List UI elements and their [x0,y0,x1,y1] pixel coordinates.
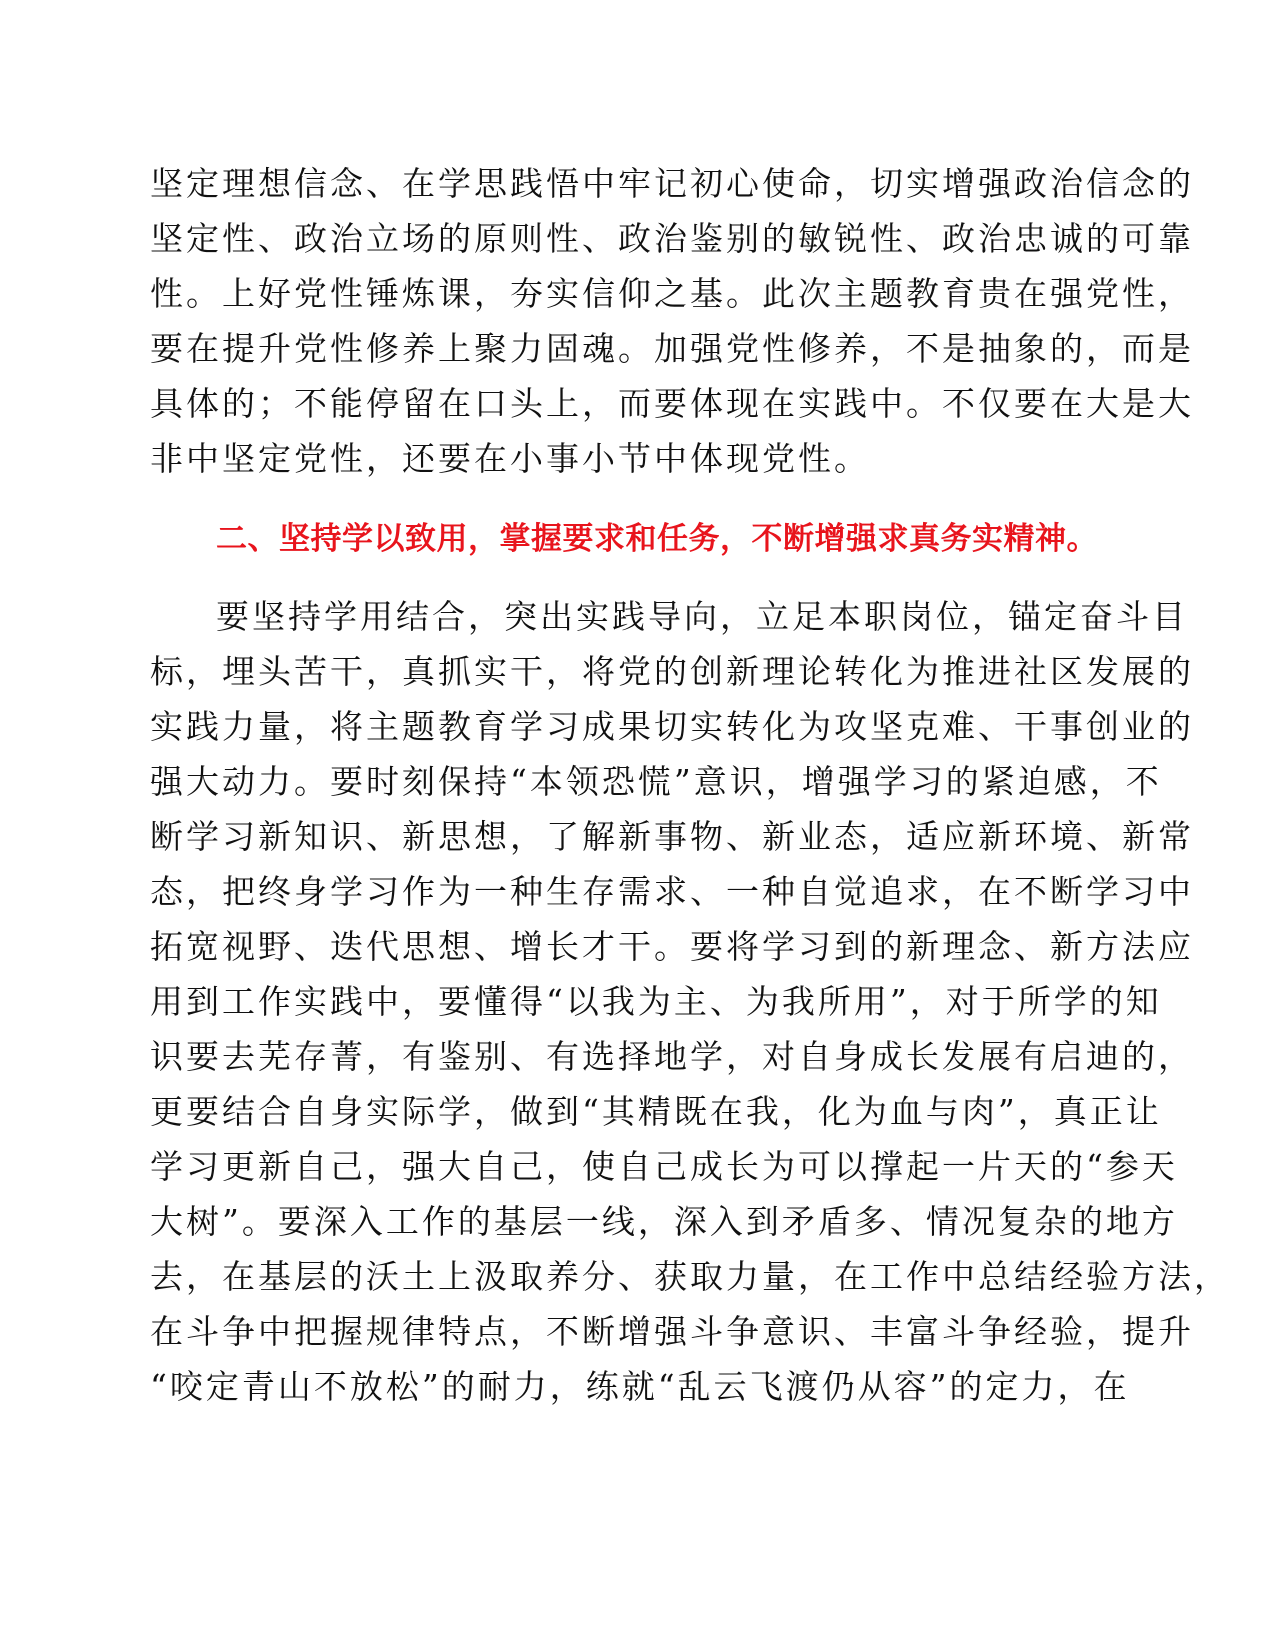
text-line: 拓宽视野、迭代思想、增长才干。要将学习到的新理念、新方法应 [150,927,1194,966]
text-line: 非中坚定党性，还要在小事小节中体现党性。 [150,439,870,478]
text-line: 去，在基层的沃土上汲取养分、获取力量，在工作中总结经验方法， [150,1257,1230,1296]
text-line: 要在提升党性修养上聚力固魂。加强党性修养，不是抽象的，而是 [150,329,1194,368]
text-line: 实践力量，将主题教育学习成果切实转化为攻坚克难、干事创业的 [150,707,1194,746]
text-line: 大树”。要深入工作的基层一线，深入到矛盾多、情况复杂的地方 [150,1202,1178,1241]
section-heading: 二、坚持学以致用，掌握要求和任务，不断增强求真务实精神。 [216,521,1098,557]
text-line: 坚定性、政治立场的原则性、政治鉴别的敏锐性、政治忠诚的可靠 [150,219,1194,258]
text-line: 具体的；不能停留在口头上，而要体现在实践中。不仅要在大是大 [150,384,1194,423]
text-line: 态，把终身学习作为一种生存需求、一种自觉追求，在不断学习中 [150,872,1194,911]
text-line: 识要去芜存菁，有鉴别、有选择地学，对自身成长发展有启迪的， [150,1037,1194,1076]
text-line: 性。上好党性锤炼课，夯实信仰之基。此次主题教育贵在强党性， [150,274,1194,313]
text-line: 坚定理想信念、在学思践悟中牢记初心使命，切实增强政治信念的 [150,164,1194,203]
text-line: 用到工作实践中，要懂得“以我为主、为我所用”，对于所学的知 [150,982,1162,1021]
text-line: 学习更新自己，强大自己，使自己成长为可以撑起一片天的“参天 [150,1147,1178,1186]
text-line: 在斗争中把握规律特点，不断增强斗争意识、丰富斗争经验，提升 [150,1312,1194,1351]
text-line: 断学习新知识、新思想，了解新事物、新业态，适应新环境、新常 [150,817,1194,856]
text-line: “咬定青山不放松”的耐力，练就“乱云飞渡仍从容”的定力，在 [150,1367,1130,1406]
text-line: 要坚持学用结合，突出实践导向，立足本职岗位，锚定奋斗目 [216,597,1188,636]
text-line: 强大动力。要时刻保持“本领恐慌”意识，增强学习的紧迫感，不 [150,762,1162,801]
text-line: 标，埋头苦干，真抓实干，将党的创新理论转化为推进社区发展的 [150,652,1194,691]
text-line: 更要结合自身实际学，做到“其精既在我，化为血与肉”，真正让 [150,1092,1162,1131]
